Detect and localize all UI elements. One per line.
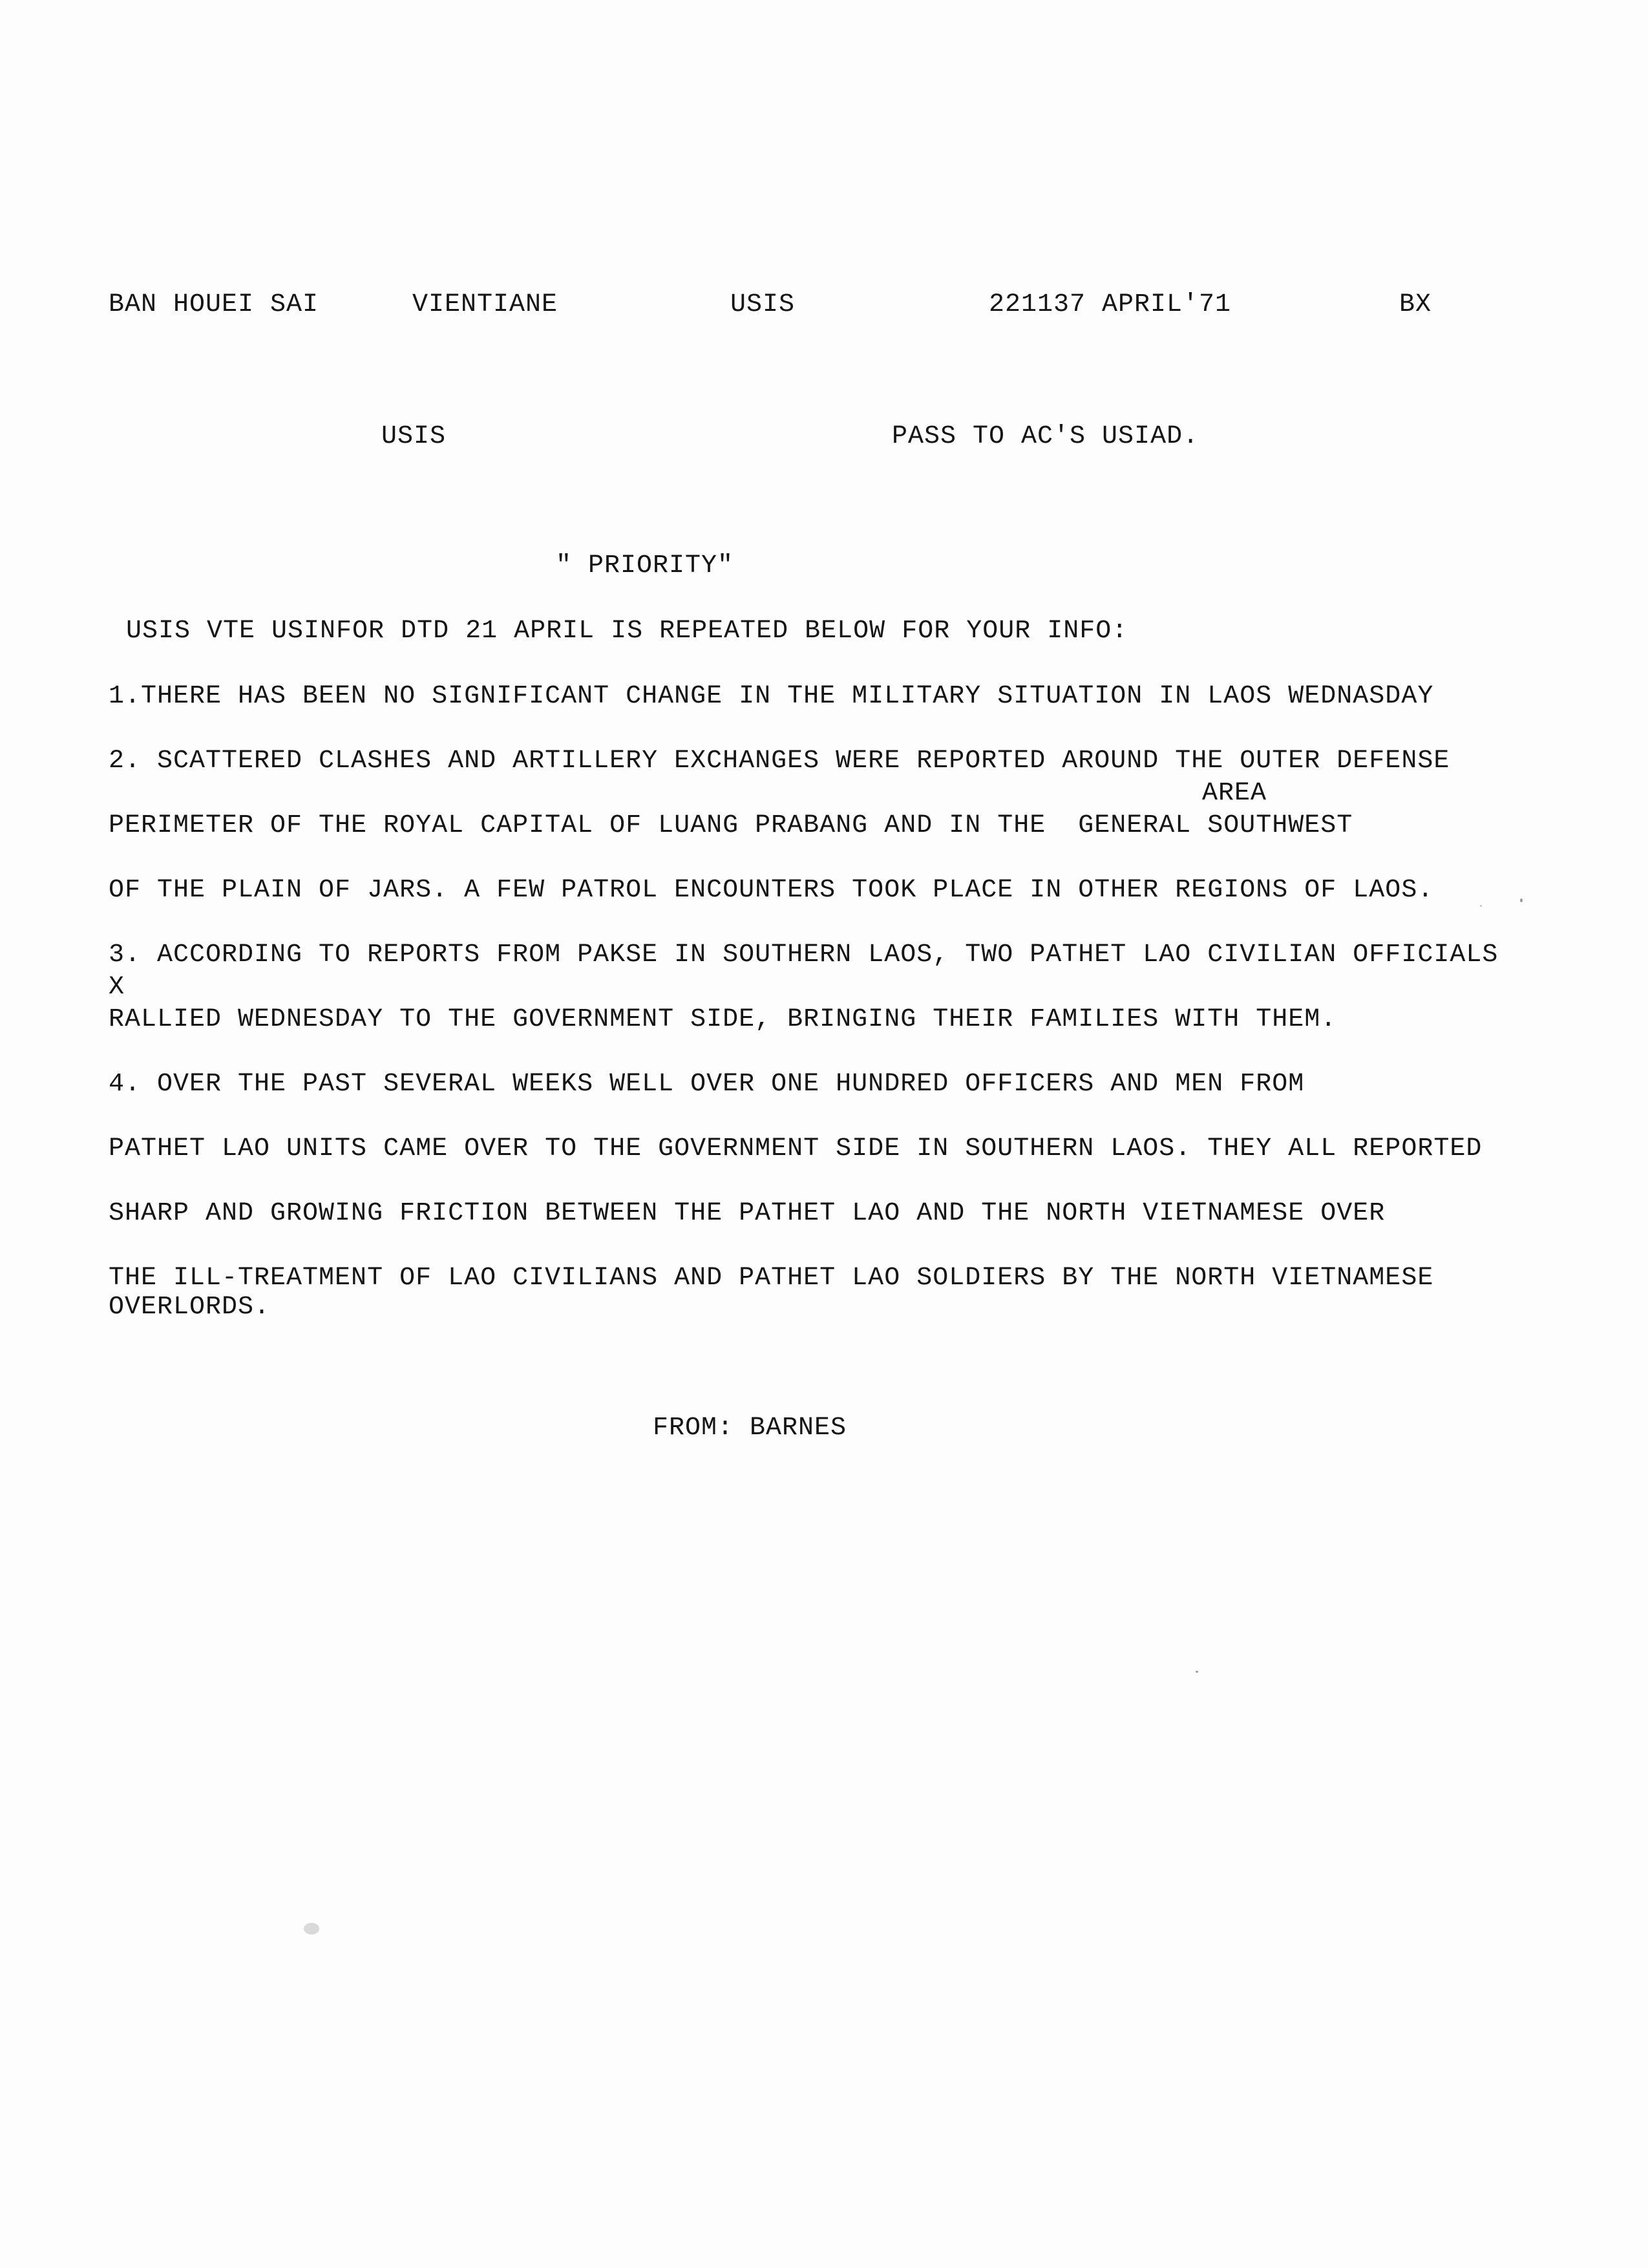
- paragraph-4-line-2: PATHET LAO UNITS CAME OVER TO THE GOVERNMENT SIDE IN SOUTHERN LAOS. THEY ALL REPORTED: [109, 1134, 1483, 1163]
- intro-line: USIS VTE USINFOR DTD 21 APRIL IS REPEATED BELOW FOR YOUR INFO:: [126, 617, 1128, 646]
- routing-instruction: PASS TO AC'S USIAD.: [892, 422, 1199, 451]
- routing-addressee: USIS: [381, 422, 447, 451]
- paragraph-3-line-1: 3. ACCORDING TO REPORTS FROM PAKSE IN SOUTHERN LAOS, TWO PATHET LAO CIVILIAN OFFICIALS: [109, 940, 1499, 970]
- paragraph-4-line-1: 4. OVER THE PAST SEVERAL WEEKS WELL OVER ONE HUNDRED OFFICERS AND MEN FROM: [109, 1070, 1305, 1099]
- signature-line: FROM: BARNES: [653, 1414, 847, 1443]
- paragraph-2-line-3: OF THE PLAIN OF JARS. A FEW PATROL ENCOUNTERS TOOK PLACE IN OTHER REGIONS OF LAOS.: [109, 876, 1434, 905]
- paragraph-2-insertion: AREA: [1202, 779, 1267, 808]
- paragraph-2-line-2: PERIMETER OF THE ROYAL CAPITAL OF LUANG PRABANG AND IN THE GENERAL SOUTHWEST: [109, 811, 1353, 840]
- paragraph-4-line-3: SHARP AND GROWING FRICTION BETWEEN THE PATHET LAO AND THE NORTH VIETNAMESE OVER: [109, 1199, 1386, 1228]
- scan-speck: [1480, 905, 1482, 907]
- paragraph-3-stray-mark: X: [109, 973, 125, 1002]
- header-to-station: VIENTIANE: [412, 290, 558, 319]
- header-date-time-group: 221137 APRIL'71: [989, 290, 1232, 319]
- scan-smudge: [304, 1923, 319, 1934]
- paragraph-2-line-1: 2. SCATTERED CLASHES AND ARTILLERY EXCHANGES WERE REPORTED AROUND THE OUTER DEFENSE: [109, 747, 1450, 776]
- header-code: BX: [1399, 290, 1432, 319]
- scan-speck: [1520, 898, 1523, 902]
- paragraph-4-line-4: THE ILL-TREATMENT OF LAO CIVILIANS AND PATHET LAO SOLDIERS BY THE NORTH VIETNAMESE: [109, 1264, 1434, 1293]
- header-agency: USIS: [730, 290, 796, 319]
- paragraph-1: 1.THERE HAS BEEN NO SIGNIFICANT CHANGE IN THE MILITARY SITUATION IN LAOS WEDNASDAY: [109, 682, 1434, 711]
- paragraph-3-line-2: RALLIED WEDNESDAY TO THE GOVERNMENT SIDE, BRINGING THEIR FAMILIES WITH THEM.: [109, 1005, 1337, 1034]
- scan-speck: [1196, 1671, 1198, 1673]
- header-from-station: BAN HOUEI SAI: [109, 290, 319, 319]
- paragraph-4-line-5: OVERLORDS.: [109, 1293, 271, 1322]
- precedence-label: " PRIORITY": [556, 551, 734, 580]
